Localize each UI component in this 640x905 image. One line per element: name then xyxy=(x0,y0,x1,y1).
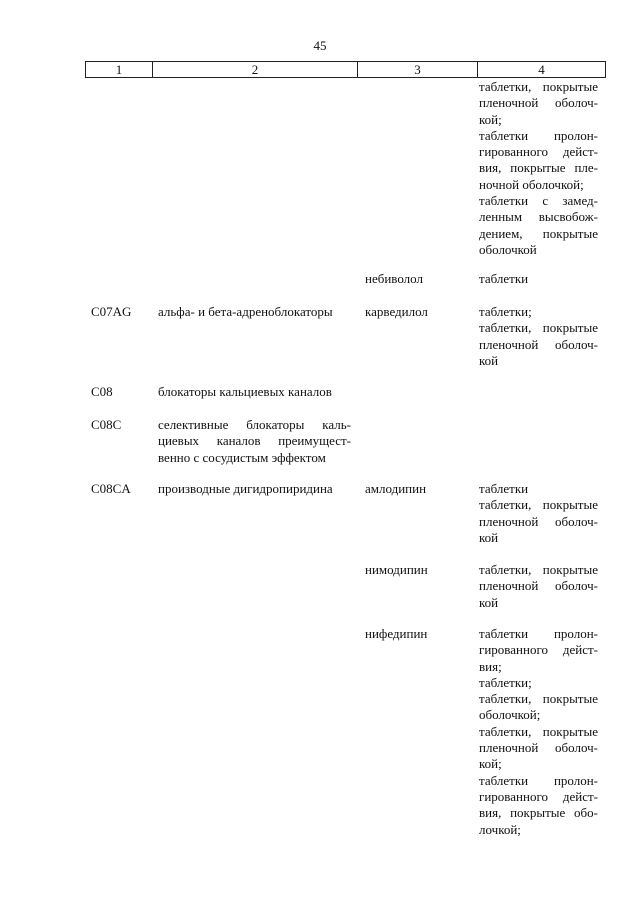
atc-code-cell: C08C xyxy=(91,417,122,432)
drug-name-cell: карведилол xyxy=(365,304,428,319)
drug-name-cell: нимодипин xyxy=(365,562,428,577)
column-header-1: 1 xyxy=(86,62,153,78)
column-header-4: 4 xyxy=(478,62,606,78)
column-header-2: 2 xyxy=(153,62,358,78)
dosage-form-cell: таблетки; таблетки, покрытые пленочной оболоч- кой xyxy=(479,304,598,368)
drug-name-cell: небиволол xyxy=(365,271,423,286)
dosage-form-cell: таблетки, покрытые пленочной оболоч- кой; таблетки пролон- гированного дейст- вия, покрытые пле- ночной оболочкой; таблетки с замед- ленным высвобож- дением, покрытые оболочкой xyxy=(479,79,598,257)
dosage-form-cell: таблетки таблетки, покрытые пленочной оболоч- кой xyxy=(479,481,598,545)
atc-group-cell: производные дигидропиридина xyxy=(158,481,333,496)
drug-name-cell: амлодипин xyxy=(365,481,427,496)
column-header-3: 3 xyxy=(358,62,478,78)
atc-group-cell: блокаторы кальциевых каналов xyxy=(158,384,332,399)
atc-code-cell: C08CA xyxy=(91,481,131,496)
column-header-row xyxy=(85,61,606,78)
page-number: 45 xyxy=(313,38,327,53)
atc-group-cell: селективные блокаторы каль- циевых каналов преимущест- венно с сосудистым эффектом xyxy=(158,417,351,465)
atc-code-cell: C07AG xyxy=(91,304,132,319)
atc-code-cell: C08 xyxy=(91,384,113,399)
dosage-form-cell: таблетки, покрытые пленочной оболоч- кой xyxy=(479,562,598,610)
dosage-form-cell: таблетки xyxy=(479,271,529,286)
atc-group-cell: альфа- и бета-адреноблокаторы xyxy=(158,304,333,319)
drug-name-cell: нифедипин xyxy=(365,626,428,641)
dosage-form-cell: таблетки пролон- гированного дейст- вия; таблетки; таблетки, покрытые оболочкой; таблетки, покрытые пленочной оболоч- кой; таблетки пролон- гированного дейст- вия, покрытые обо- лочкой; xyxy=(479,626,598,837)
